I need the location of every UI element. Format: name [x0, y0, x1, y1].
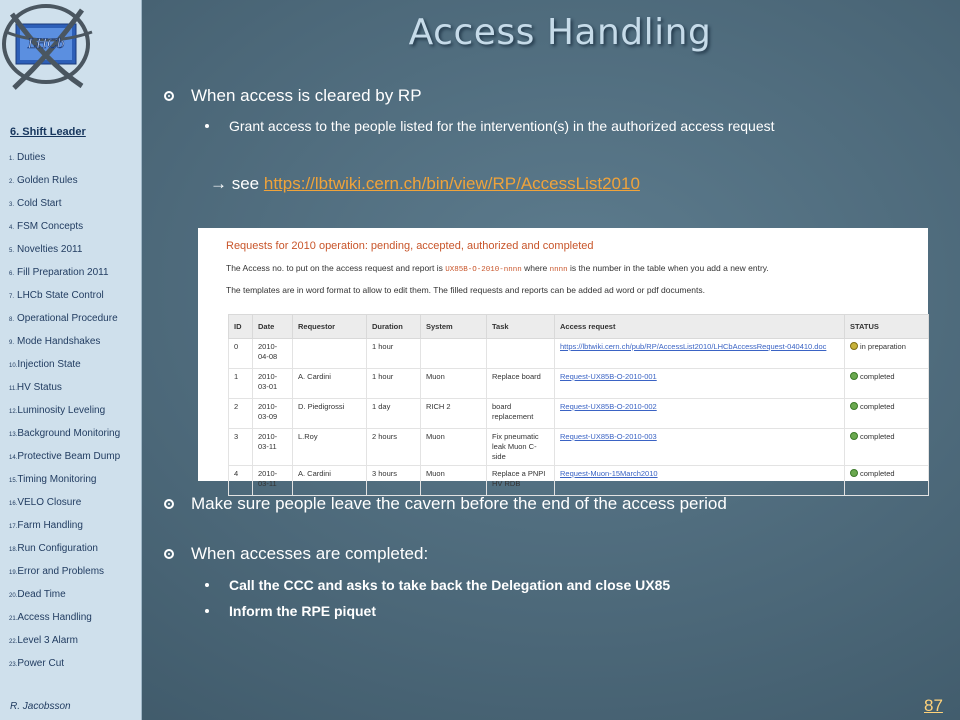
cell-requestor: L.Roy [293, 429, 367, 466]
column-header: Access request [555, 315, 845, 339]
toc-item[interactable] [9, 612, 141, 635]
cell-requestor: A. Cardini [293, 369, 367, 399]
cell-date: 2010-03-11 [253, 466, 293, 496]
toc-item[interactable] [9, 244, 141, 267]
toc-item-number: 5. [9, 248, 15, 254]
toc-item-number: 11. [9, 386, 17, 392]
toc-item[interactable] [9, 198, 141, 221]
embedded-note-templates: The templates are in word format to allow to edit them. The filled requests and reports can be added ad word or pdf documents. [226, 285, 705, 295]
cell-requestor [293, 339, 367, 369]
circle-bullet-icon [164, 549, 174, 559]
cell-date: 2010-03-01 [253, 369, 293, 399]
table-row [229, 369, 929, 399]
cell-date: 2010-03-11 [253, 429, 293, 466]
column-header: Date [253, 315, 293, 339]
cell-access-request[interactable]: https://lbtwiki.cern.ch/pub/RP/AccessList2010/LHCbAccessRequest-040410.doc [555, 339, 845, 369]
toc-item[interactable] [9, 520, 141, 543]
cell-duration: 1 hour [367, 369, 421, 399]
toc-item[interactable] [9, 474, 141, 497]
cell-status [845, 399, 929, 429]
embedded-note-access-number [226, 263, 769, 274]
cell-system [421, 339, 487, 369]
note-text: The Access no. to put on the access request and report is [226, 263, 446, 273]
toc-item-label: VELO Closure [17, 497, 82, 508]
dot-bullet-icon [205, 583, 209, 587]
see-link-line [210, 174, 640, 194]
cell-system: RICH 2 [421, 399, 487, 429]
circle-bullet-icon [164, 499, 174, 509]
cell-id: 0 [229, 339, 253, 369]
toc-item[interactable] [9, 267, 141, 290]
access-requests-table [228, 314, 929, 496]
toc-item-label: Run Configuration [17, 543, 98, 554]
toc-item-label: Background Monitoring [17, 428, 121, 439]
toc-item-label: Timing Monitoring [17, 474, 97, 485]
note-text: is the number in the table when you add a new entry. [567, 263, 769, 273]
toc-item-number: 12. [9, 409, 18, 415]
toc-item[interactable] [9, 428, 141, 451]
toc-item-label: Dead Time [17, 589, 66, 600]
toc-item[interactable] [9, 290, 141, 313]
status-text: completed [860, 432, 895, 441]
table-header-row [229, 315, 929, 339]
toc-item-label: Mode Handshakes [17, 336, 101, 347]
cell-status [845, 429, 929, 466]
toc-item-label: Operational Procedure [17, 313, 118, 324]
check-icon [850, 372, 858, 380]
column-header: Requestor [293, 315, 367, 339]
column-header: STATUS [845, 315, 929, 339]
toc-item-number: 7. [9, 294, 15, 300]
check-icon [850, 469, 858, 477]
circle-bullet-icon [164, 91, 174, 101]
toc-item[interactable] [9, 313, 141, 336]
toc-item-number: 6. [9, 271, 15, 277]
note-code: nnnn [549, 266, 568, 274]
cell-id: 1 [229, 369, 253, 399]
toc-item-number: 22. [9, 639, 18, 645]
sub-bullet-text: Grant access to the people listed for the intervention(s) in the authorized access request [229, 118, 775, 134]
hourglass-icon [850, 342, 858, 350]
toc-item[interactable] [9, 497, 141, 520]
toc-item-number: 8. [9, 317, 15, 323]
toc-item-number: 10. [9, 363, 18, 369]
toc-item[interactable] [9, 382, 141, 405]
status-text: completed [860, 372, 895, 381]
toc-item-label: Golden Rules [17, 175, 78, 186]
toc-item-label: Access Handling [17, 612, 92, 623]
cell-task: Replace a PNPI HV RDB [487, 466, 555, 496]
see-prefix: → see [210, 174, 264, 193]
toc-item-label: Protective Beam Dump [17, 451, 121, 462]
toc-item[interactable] [9, 658, 141, 681]
toc-item-number: 18. [9, 547, 18, 553]
bullet-text: When access is cleared by RP [191, 86, 422, 105]
table-row [229, 339, 929, 369]
toc-item-label: Cold Start [17, 198, 62, 209]
toc-item-number: 15. [9, 478, 18, 484]
cell-duration: 1 day [367, 399, 421, 429]
table-row [229, 429, 929, 466]
toc-item-label: Error and Problems [17, 566, 105, 577]
toc-item[interactable] [9, 635, 141, 658]
bullet-text: Make sure people leave the cavern before the end of the access period [191, 494, 727, 513]
toc-item-number: 14. [9, 455, 18, 461]
dot-bullet-icon [205, 124, 209, 128]
status-text: completed [860, 469, 895, 478]
cell-system: Muon [421, 369, 487, 399]
note-code: UX85B-O-2010-nnnn [445, 266, 522, 274]
cell-duration: 2 hours [367, 429, 421, 466]
author-name: R. Jacobsson [10, 701, 71, 712]
toc-item-number: 23. [9, 662, 18, 668]
access-list-link[interactable]: https://lbtwiki.cern.ch/bin/view/RP/AccessList2010 [263, 174, 640, 193]
check-icon [850, 402, 858, 410]
toc-item-label: HV Status [16, 382, 62, 393]
cell-status [845, 466, 929, 496]
toc-item-label: Luminosity Leveling [17, 405, 106, 416]
toc-item[interactable] [9, 451, 141, 474]
cell-status [845, 369, 929, 399]
cell-task: Fix pneumatic leak Muon C-side [487, 429, 555, 466]
column-header: Task [487, 315, 555, 339]
cell-system: Muon [421, 466, 487, 496]
sub-bullet-text: Inform the RPE piquet [229, 603, 376, 619]
slide-title: Access Handling [408, 12, 712, 53]
svg-text:LHCb: LHCb [27, 36, 65, 52]
sub-bullet-text: Call the CCC and asks to take back the Delegation and close UX85 [229, 577, 671, 593]
cell-date: 2010-04-08 [253, 339, 293, 369]
cell-task: Replace board [487, 369, 555, 399]
bullet-access-cleared [164, 86, 422, 106]
cell-system: Muon [421, 429, 487, 466]
toc-item-label: FSM Concepts [17, 221, 84, 232]
toc-item[interactable] [9, 175, 141, 198]
note-text: where [521, 263, 550, 273]
toc-item-label: Fill Preparation 2011 [17, 267, 109, 278]
toc-item-number: 13. [9, 432, 18, 438]
sub-bullet-inform-rpe [205, 601, 905, 622]
cell-requestor: A. Cardini [293, 466, 367, 496]
column-header: Duration [367, 315, 421, 339]
toc-item[interactable] [9, 336, 141, 359]
toc-item-label: Power Cut [17, 658, 65, 669]
cell-duration: 3 hours [367, 466, 421, 496]
cell-date: 2010-03-09 [253, 399, 293, 429]
cell-access-request[interactable]: Request-UX85B-O-2010-003 [555, 429, 845, 466]
column-header: System [421, 315, 487, 339]
toc-item-label: Level 3 Alarm [17, 635, 78, 646]
sub-bullet-grant-access [205, 116, 905, 137]
toc-item-number: 4. [9, 225, 15, 231]
toc-item[interactable] [9, 543, 141, 566]
column-header: ID [229, 315, 253, 339]
toc-item[interactable] [9, 589, 141, 612]
embedded-heading: Requests for 2010 operation: pending, accepted, authorized and completed [226, 240, 594, 252]
cell-access-request[interactable]: Request-UX85B-O-2010-002 [555, 399, 845, 429]
toc-item-number: 16. [9, 501, 18, 507]
toc-item-number: 21. [9, 616, 18, 622]
toc-item-number: 19. [9, 570, 18, 576]
toc-item[interactable] [9, 566, 141, 589]
cell-id: 3 [229, 429, 253, 466]
toc-item[interactable] [9, 152, 141, 175]
toc-item-label: Injection State [17, 359, 81, 370]
embedded-access-list-screenshot [198, 228, 928, 488]
toc-item-label: Novelties 2011 [17, 244, 83, 255]
lhcb-logo [2, 2, 98, 96]
cell-id: 2 [229, 399, 253, 429]
page-number[interactable]: 87 [924, 696, 943, 715]
toc-item-number: 9. [9, 340, 15, 346]
sidebar [0, 0, 142, 720]
toc-item-label: Farm Handling [17, 520, 83, 531]
sub-bullet-call-ccc [205, 575, 905, 596]
cell-status [845, 339, 929, 369]
cell-task [487, 339, 555, 369]
cell-id: 4 [229, 466, 253, 496]
toc-item-label: Duties [17, 152, 46, 163]
check-icon [850, 432, 858, 440]
cell-access-request[interactable]: Request-UX85B-O-2010-001 [555, 369, 845, 399]
dot-bullet-icon [205, 609, 209, 613]
status-text: completed [860, 402, 895, 411]
bullet-accesses-completed [164, 544, 428, 564]
table-of-contents [9, 152, 141, 681]
table-row [229, 399, 929, 429]
toc-item-number: 1. [9, 156, 15, 162]
toc-item[interactable] [9, 405, 141, 428]
bullet-leave-cavern [164, 494, 727, 514]
cell-task: board replacement [487, 399, 555, 429]
toc-item[interactable] [9, 359, 141, 382]
toc-item[interactable] [9, 221, 141, 244]
toc-item-label: LHCb State Control [17, 290, 104, 301]
cell-duration: 1 hour [367, 339, 421, 369]
toc-item-number: 2. [9, 179, 15, 185]
toc-item-number: 3. [9, 202, 15, 208]
toc-item-number: 20. [9, 593, 18, 599]
table-row [229, 466, 929, 496]
sidebar-section-title[interactable]: 6. Shift Leader [10, 126, 86, 138]
cell-access-request[interactable]: Request-Muon-15March2010 [555, 466, 845, 496]
status-text: in preparation [860, 342, 906, 351]
toc-item-number: 17. [9, 524, 18, 530]
bullet-text: When accesses are completed: [191, 544, 429, 563]
cell-requestor: D. Piedigrossi [293, 399, 367, 429]
